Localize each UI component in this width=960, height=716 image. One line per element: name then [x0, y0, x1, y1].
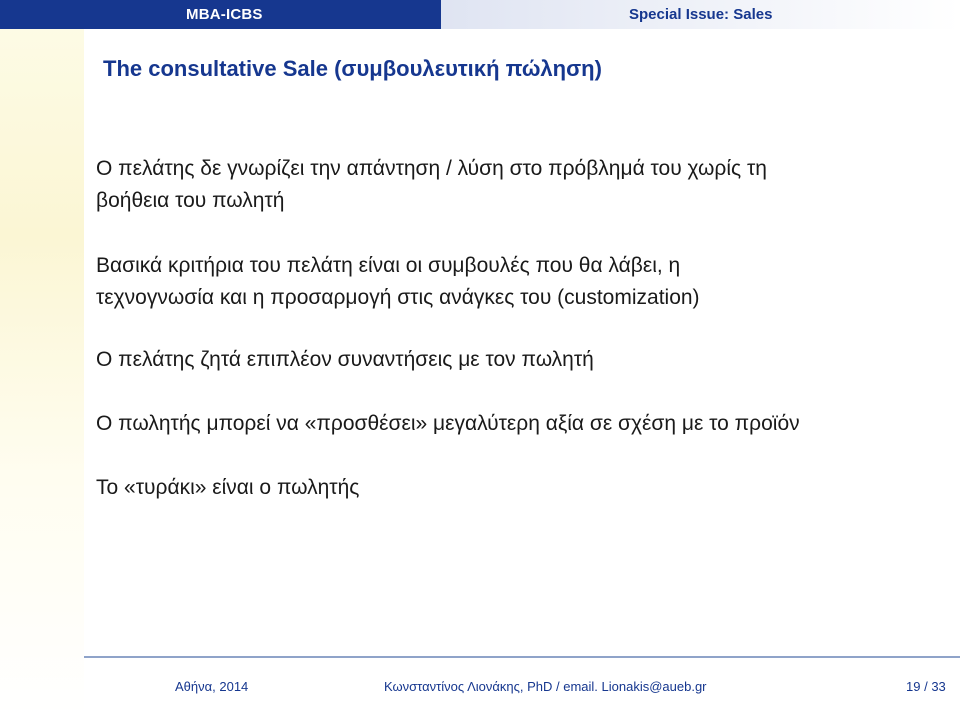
bullet-line: Ο πελάτης δε γνωρίζει την απάντηση / λύση στο πρόβλημά του χωρίς τη — [96, 157, 767, 180]
bullet-line: Ο πελάτης ζητά επιπλέον συναντήσεις με τον πωλητή — [96, 348, 594, 371]
bullet-line: βοήθεια του πωλητή — [96, 189, 285, 212]
bullet-line: Το «τυράκι» είναι ο πωλητής — [96, 476, 360, 499]
bullet-line: Βασικά κριτήρια του πελάτη είναι οι συμβουλές που θα λάβει, η — [96, 254, 681, 277]
bullet-point-1 — [96, 153, 767, 217]
page-current: 19 — [906, 679, 921, 694]
footer-author: Κωνσταντίνος Λιονάκης, PhD / email. Lionakis@aueb.gr — [384, 679, 707, 694]
bullet-point-3 — [96, 344, 594, 376]
slide-title: The consultative Sale (συμβουλευτική πώληση) — [103, 56, 602, 81]
page-total: 33 — [931, 679, 946, 694]
footer-divider — [84, 656, 960, 658]
header-bar-left — [0, 0, 441, 29]
bullet-line: Ο πωλητής μπορεί να «προσθέσει» μεγαλύτερη αξία σε σχέση με το προϊόν — [96, 412, 800, 435]
sidebar-gradient — [0, 29, 84, 716]
page-counter: 19 / 33 — [906, 679, 946, 694]
issue-label: Special Issue: Sales — [629, 6, 773, 23]
bullet-line: τεχνογνωσία και η προσαρμογή στις ανάγκες του (customization) — [96, 286, 700, 309]
footer-place-date: Αθήνα, 2014 — [175, 679, 249, 694]
bullet-point-2 — [96, 250, 700, 314]
bullet-point-4 — [96, 408, 800, 440]
bullet-point-5 — [96, 472, 359, 504]
program-label: MBA-ICBS — [186, 6, 263, 23]
header-bar-right — [441, 0, 960, 29]
